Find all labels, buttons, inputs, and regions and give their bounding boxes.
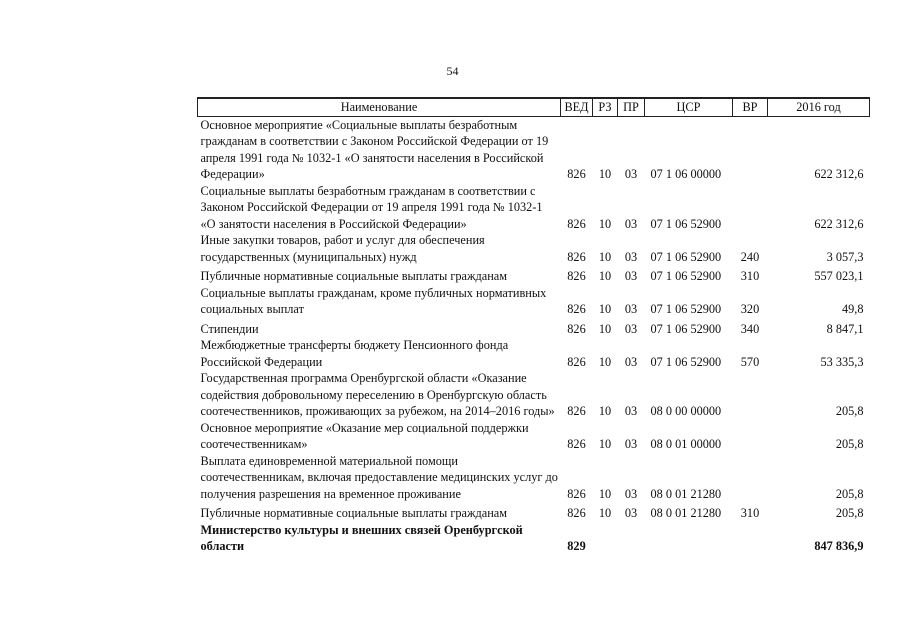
table-row bbox=[198, 370, 870, 420]
row-name: Социальные выплаты безработным гражданам в соответствии с Законом Российской Федерации от 19 апреля 1991 года № 1032-1 «О занятости населения в Российской Федерации» bbox=[200, 183, 543, 231]
row-vr: 310 bbox=[740, 506, 760, 520]
row-vr bbox=[733, 453, 768, 503]
row-ved: 826 bbox=[567, 302, 586, 316]
row-pr: 03 bbox=[624, 167, 638, 181]
row-rz: 10 bbox=[598, 404, 612, 418]
header-rz: РЗ bbox=[593, 98, 618, 116]
row-vr: 340 bbox=[740, 321, 760, 336]
row-name: Министерство культуры и внешних связей Оренбургской области bbox=[200, 522, 523, 553]
header-ved: ВЕД bbox=[561, 98, 593, 116]
row-pr: 03 bbox=[624, 486, 638, 501]
table-header-row bbox=[198, 98, 870, 116]
row-amount: 8 847,1 bbox=[826, 321, 864, 336]
row-amount: 622 312,6 bbox=[814, 216, 864, 231]
row-rz bbox=[593, 522, 618, 555]
row-rz: 10 bbox=[598, 506, 612, 520]
table-row bbox=[198, 285, 870, 318]
row-amount: 49,8 bbox=[841, 302, 864, 316]
table-row bbox=[198, 502, 870, 522]
row-name: Иные закупки товаров, работ и услуг для обеспечения государственных (муниципальных) нужд bbox=[200, 233, 485, 264]
row-rz: 10 bbox=[598, 321, 612, 336]
row-csr: 08 0 01 00000 bbox=[650, 437, 722, 451]
row-pr: 03 bbox=[624, 321, 638, 336]
header-vr: ВР bbox=[733, 98, 768, 116]
row-pr: 03 bbox=[624, 249, 638, 264]
table-row bbox=[198, 453, 870, 503]
row-ved: 826 bbox=[567, 486, 586, 501]
row-name: Выплата единовременной материальной помощи соотечественникам, включая предоставление медицинских услуг до получения разрешения на временное проживание bbox=[200, 453, 558, 501]
table-row bbox=[198, 183, 870, 233]
row-ved: 826 bbox=[567, 321, 586, 336]
row-csr: 07 1 06 52900 bbox=[650, 216, 722, 231]
row-pr: 03 bbox=[624, 506, 638, 520]
row-ved: 826 bbox=[567, 216, 586, 231]
table-row bbox=[198, 420, 870, 453]
header-name: Наименование bbox=[198, 98, 561, 116]
row-pr: 03 bbox=[624, 269, 638, 283]
header-pr: ПР bbox=[618, 98, 645, 116]
row-amount: 205,8 bbox=[835, 486, 864, 501]
row-csr: 08 0 01 21280 bbox=[650, 486, 722, 501]
row-name: Публичные нормативные социальные выплаты гражданам bbox=[200, 506, 508, 520]
row-csr: 07 1 06 52900 bbox=[650, 354, 722, 369]
row-vr: 570 bbox=[740, 354, 760, 369]
row-ved: 826 bbox=[567, 354, 586, 369]
row-rz: 10 bbox=[598, 249, 612, 264]
row-csr: 07 1 06 52900 bbox=[650, 249, 722, 264]
row-name: Основное мероприятие «Социальные выплаты безработным гражданам в соответствии с Законом Российской Федерации от 19 апреля 1991 года № 1032-1 «О занятости населения в Российской Федерации» bbox=[200, 117, 549, 181]
row-vr: 240 bbox=[740, 249, 760, 264]
row-vr bbox=[733, 370, 768, 420]
row-ved: 826 bbox=[567, 269, 586, 283]
row-ved: 826 bbox=[567, 404, 586, 418]
row-vr bbox=[733, 522, 768, 555]
row-name: Публичные нормативные социальные выплаты гражданам bbox=[200, 269, 508, 283]
row-rz: 10 bbox=[598, 437, 612, 451]
row-rz: 10 bbox=[598, 302, 612, 316]
row-name: Государственная программа Оренбургской области «Оказание содействия добровольному переселению в Оренбургскую область соотечественников, проживающих за рубежом, на 2014–2016 годы» bbox=[200, 371, 555, 418]
row-rz: 10 bbox=[598, 354, 612, 369]
table-row-ministry-total bbox=[198, 522, 870, 555]
row-name: Межбюджетные трансферты бюджету Пенсионного фонда Российской Федерации bbox=[200, 338, 509, 369]
budget-table bbox=[197, 97, 870, 555]
row-pr: 03 bbox=[624, 216, 638, 231]
row-vr bbox=[733, 116, 768, 183]
row-amount: 53 335,3 bbox=[820, 354, 864, 369]
row-csr: 07 1 06 00000 bbox=[650, 167, 722, 181]
row-ved: 826 bbox=[567, 506, 586, 520]
row-csr: 07 1 06 52900 bbox=[650, 269, 722, 283]
row-vr bbox=[733, 183, 768, 233]
row-name: Основное мероприятие «Оказание мер социальной поддержки соотечественникам» bbox=[200, 420, 529, 451]
row-pr bbox=[618, 522, 645, 555]
row-name: Социальные выплаты гражданам, кроме публичных нормативных социальных выплат bbox=[200, 285, 547, 316]
row-ved: 829 bbox=[567, 539, 586, 553]
row-pr: 03 bbox=[624, 302, 638, 316]
row-amount: 622 312,6 bbox=[814, 167, 864, 181]
row-csr: 08 0 00 00000 bbox=[650, 404, 722, 418]
row-ved: 826 bbox=[567, 249, 586, 264]
row-ved: 826 bbox=[567, 437, 586, 451]
row-pr: 03 bbox=[624, 437, 638, 451]
row-amount: 205,8 bbox=[835, 506, 864, 520]
row-rz: 10 bbox=[598, 269, 612, 283]
table-row bbox=[198, 337, 870, 370]
row-name: Стипендии bbox=[200, 321, 259, 336]
row-amount: 3 057,3 bbox=[826, 249, 864, 264]
table-row bbox=[198, 116, 870, 183]
row-pr: 03 bbox=[624, 354, 638, 369]
row-amount: 847 836,9 bbox=[814, 539, 864, 553]
table-row bbox=[198, 318, 870, 338]
row-csr bbox=[645, 522, 733, 555]
row-rz: 10 bbox=[598, 167, 612, 181]
row-rz: 10 bbox=[598, 486, 612, 501]
page-number: 54 bbox=[446, 64, 459, 78]
table-row bbox=[198, 232, 870, 265]
header-year: 2016 год bbox=[768, 98, 870, 116]
row-ved: 826 bbox=[567, 167, 586, 181]
row-vr bbox=[733, 420, 768, 453]
row-vr: 320 bbox=[740, 302, 760, 316]
row-amount: 557 023,1 bbox=[814, 269, 864, 283]
header-csr: ЦСР bbox=[645, 98, 733, 116]
row-rz: 10 bbox=[598, 216, 612, 231]
row-amount: 205,8 bbox=[835, 437, 864, 451]
row-amount: 205,8 bbox=[835, 404, 864, 418]
row-csr: 07 1 06 52900 bbox=[650, 302, 722, 316]
table-row bbox=[198, 265, 870, 285]
row-csr: 08 0 01 21280 bbox=[650, 506, 722, 520]
row-vr: 310 bbox=[740, 269, 760, 283]
row-pr: 03 bbox=[624, 404, 638, 418]
row-csr: 07 1 06 52900 bbox=[650, 321, 722, 336]
